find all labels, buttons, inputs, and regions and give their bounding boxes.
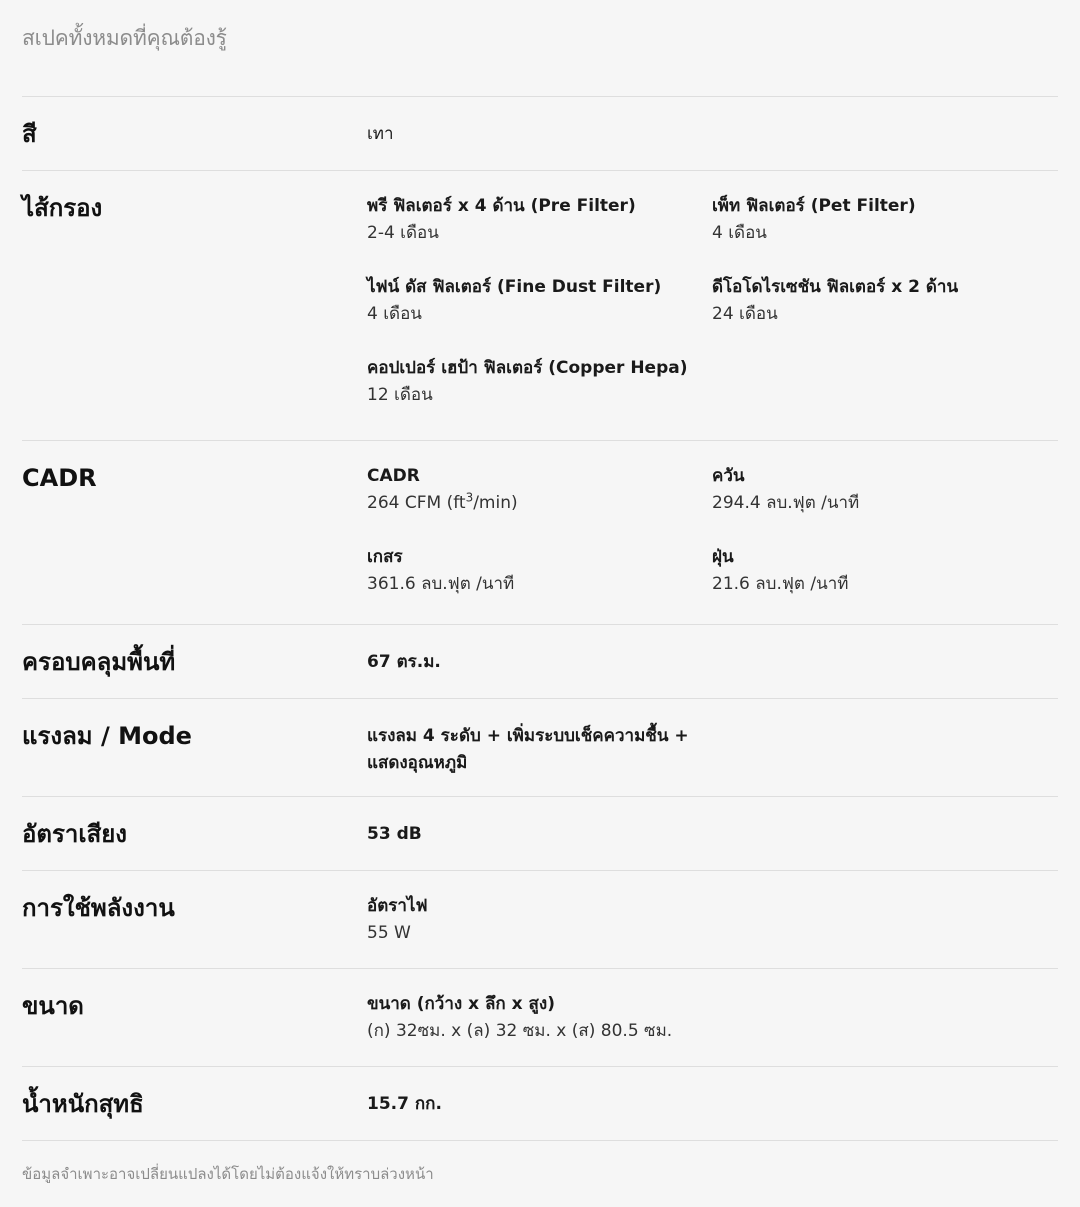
spec-row-weight [22, 1067, 1058, 1141]
filter-item [367, 357, 712, 406]
cadr-item-value: 361.6 ลบ.ฟุต /นาที [367, 574, 515, 594]
filter-item-title: เพ็ท ฟิลเตอร์ (Pet Filter) [712, 196, 916, 216]
weight-value: 15.7 กก. [367, 1094, 442, 1114]
spec-table [22, 96, 1058, 1141]
page-title: สเปคทั้งหมดที่คุณต้องรู้ [22, 26, 227, 50]
disclaimer-note: ข้อมูลจำเพาะอาจเปลี่ยนแปลงได้โดยไม่ต้องแจ้งให้ทราบล่วงหน้า [22, 1165, 434, 1183]
spec-label-coverage: ครอบคลุมพื้นที่ [22, 648, 176, 676]
spec-value-color [367, 121, 1058, 170]
filter-item [367, 195, 712, 244]
mode-value-line1: แรงลม 4 ระดับ + เพิ่มระบบเช็คความชื้น + [367, 726, 689, 746]
spec-value-mode [367, 723, 1058, 796]
cadr-item-title: เกสร [367, 547, 403, 567]
filter-item-lifetime: 4 เดือน [367, 304, 422, 324]
cadr-item-value: 21.6 ลบ.ฟุต /นาที [712, 574, 849, 594]
power-title: อัตราไฟ [367, 896, 428, 916]
power-value: 55 W [367, 923, 411, 943]
spec-label-noise: อัตราเสียง [22, 820, 127, 848]
coverage-value: 67 ตร.ม. [367, 652, 441, 672]
filter-item-title: ไฟน์ ดัส ฟิลเตอร์ (Fine Dust Filter) [367, 277, 662, 297]
spec-value-noise [367, 821, 1058, 870]
noise-value: 53 dB [367, 824, 422, 844]
cadr-item [367, 546, 712, 595]
filter-item [367, 276, 712, 325]
spec-row-coverage [22, 625, 1058, 699]
spec-label-weight: น้ำหนักสุทธิ [22, 1090, 144, 1118]
filter-item-title: คอปเปอร์ เฮป้า ฟิลเตอร์ (Copper Hepa) [367, 358, 688, 378]
cadr-item-title: CADR [367, 466, 420, 486]
spec-row-noise [22, 797, 1058, 871]
cadr-item-value: 264 CFM $(ft^3/\min)$ [367, 490, 518, 513]
filter-item-title: ดีโอโดไรเซชัน ฟิลเตอร์ x 2 ด้าน [712, 277, 959, 297]
spec-label-filter: ไส้กรอง [22, 194, 103, 222]
spec-row-cadr [22, 441, 1058, 625]
filter-item-lifetime: 4 เดือน [712, 223, 767, 243]
spec-value-weight [367, 1091, 1058, 1140]
filter-item-lifetime: 2-4 เดือน [367, 223, 439, 243]
cadr-item-value: 294.4 ลบ.ฟุต /นาที [712, 493, 860, 513]
cadr-item-title: ควัน [712, 466, 745, 486]
spec-row-mode [22, 699, 1058, 797]
spec-label-size: ขนาด [22, 992, 84, 1020]
spec-value-coverage [367, 649, 1058, 698]
color-value: เทา [367, 124, 394, 144]
mode-value-line2: แสดงอุณหภูมิ [367, 753, 468, 773]
spec-value-size [367, 993, 1058, 1066]
cadr-item-title: ฝุ่น [712, 547, 734, 567]
filter-item [712, 195, 1058, 244]
filter-item-lifetime: 24 เดือน [712, 304, 778, 324]
spec-label-color: สี [22, 120, 37, 148]
size-value: (ก) 32ซม. x (ล) 32 ซม. x (ส) 80.5 ซม. [367, 1021, 673, 1041]
cadr-item [367, 465, 712, 514]
spec-label-mode: แรงลม / Mode [22, 722, 192, 750]
filter-item-lifetime: 12 เดือน [367, 385, 433, 405]
spec-value-cadr [367, 465, 1058, 624]
spec-label-cadr: CADR [22, 464, 97, 492]
filter-item-title: พรี ฟิลเตอร์ x 4 ด้าน (Pre Filter) [367, 196, 636, 216]
spec-label-power: การใช้พลังงาน [22, 894, 175, 922]
filter-item [712, 276, 1058, 325]
cadr-item [712, 465, 1058, 514]
spec-row-power [22, 871, 1058, 969]
spec-value-filter [367, 195, 1058, 440]
spec-row-size [22, 969, 1058, 1067]
cadr-item [712, 546, 1058, 595]
size-title: ขนาด (กว้าง x ลึก x สูง) [367, 994, 555, 1014]
spec-value-power [367, 895, 1058, 968]
spec-row-filter [22, 171, 1058, 441]
spec-row-color [22, 97, 1058, 171]
